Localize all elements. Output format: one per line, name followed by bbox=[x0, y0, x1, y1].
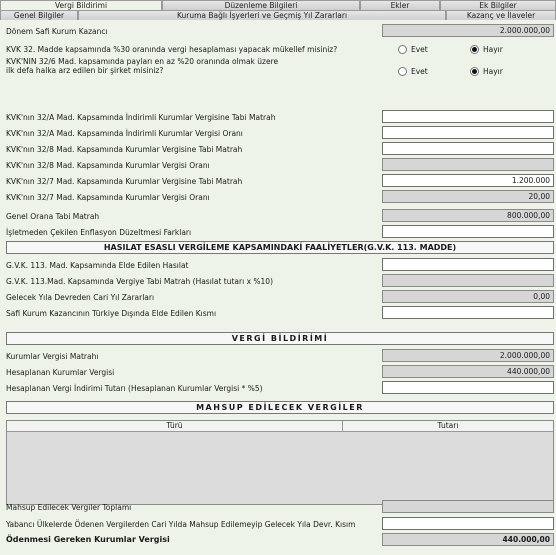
label-32-7-matrah: KVK'nın 32/7 Mad. Kapsamında Kurumlar Vergisine Tabi Matrah bbox=[6, 177, 243, 186]
radio-label-evet: Evet bbox=[411, 67, 428, 76]
row-32-8-matrah bbox=[0, 142, 556, 156]
radio-circle-icon bbox=[398, 45, 407, 54]
field-kv-matrahi: 2.000.000,00 bbox=[382, 349, 554, 362]
input-enflasyon[interactable] bbox=[382, 225, 554, 238]
row-32a-matrah bbox=[0, 110, 556, 124]
input-32-7-matrah[interactable]: 1.200.000 bbox=[382, 174, 554, 187]
row-genel-orana-tabi bbox=[0, 209, 556, 223]
input-vergi-indirimi[interactable] bbox=[382, 381, 554, 394]
label-32a-oran: KVK'nın 32/A Mad. Kapsamında İndirimli Kurumlar Vergisi Oranı bbox=[6, 129, 243, 138]
label-32-7-oran: KVK'nın 32/7 Mad. Kapsamında Kurumlar Vergisi Oranı bbox=[6, 193, 210, 202]
radio-label-hayir: Hayır bbox=[483, 45, 503, 54]
field-113-matrah bbox=[382, 274, 554, 287]
row-kv-matrahi bbox=[0, 349, 556, 363]
tab-kazanc-ve-ilaveler[interactable]: Kazanç ve İlaveler bbox=[446, 10, 556, 20]
label-question-32: KVK 32. Madde kapsamında %30 oranında vergi hesaplaması yapacak mükellef misiniz? bbox=[6, 45, 338, 54]
column-header-turu[interactable]: Türü bbox=[7, 421, 343, 432]
row-turkiye-disi bbox=[0, 306, 556, 320]
tab-ek-bilgiler[interactable]: Ek Bilgiler bbox=[440, 0, 556, 10]
label-enflasyon: İşletmeden Çekilen Enflasyon Düzeltmesi Farkları bbox=[6, 228, 192, 237]
label-mahsup-toplam: Mahsup Edilecek Vergiler Toplamı bbox=[6, 503, 132, 512]
label-turkiye-disi: Safi Kurum Kazancının Türkiye Dışında Elde Edilen Kısmı bbox=[6, 309, 217, 318]
row-yabanci-ulke bbox=[0, 517, 556, 531]
field-donem-safi: 2.000.000,00 bbox=[382, 24, 554, 37]
row-odenmesi-gereken bbox=[0, 533, 556, 547]
field-devreden-zarar: 0,00 bbox=[382, 290, 554, 303]
row-32a-oran bbox=[0, 126, 556, 140]
field-mahsup-toplam bbox=[382, 500, 554, 513]
radio-selected-icon bbox=[470, 67, 479, 76]
label-genel-orana-tabi: Genel Orana Tabi Matrah bbox=[6, 212, 100, 221]
row-hesaplanan-kv bbox=[0, 365, 556, 379]
row-32-7-oran bbox=[0, 190, 556, 204]
label-113-hasilat: G.V.K. 113. Mad. Kapsamında Elde Edilen Hasılat bbox=[6, 261, 189, 270]
tab-ekler[interactable]: Ekler bbox=[360, 0, 440, 10]
field-odenmesi-gereken: 440.000,00 bbox=[382, 533, 554, 546]
label-hesaplanan-kv: Hesaplanan Kurumlar Vergisi bbox=[6, 368, 115, 377]
tab-genel-bilgiler[interactable]: Genel Bilgiler bbox=[0, 10, 78, 20]
label-vergi-indirimi: Hesaplanan Vergi İndirimi Tutarı (Hesaplanan Kurumlar Vergisi * %5) bbox=[6, 384, 263, 393]
row-devreden-zarar bbox=[0, 290, 556, 304]
field-32-7-oran: 20,00 bbox=[382, 190, 554, 203]
column-header-tutari[interactable]: Tutarı bbox=[437, 421, 459, 430]
radio-q1-evet[interactable] bbox=[398, 45, 428, 54]
row-32-7-matrah bbox=[0, 174, 556, 188]
tab-duzenleme-bilgileri[interactable]: Düzenleme Bilgileri bbox=[162, 0, 360, 10]
row-question-32 bbox=[0, 42, 556, 56]
tab-vergi-bildirimi[interactable]: Vergi Bildirimi bbox=[0, 0, 162, 10]
radio-circle-icon bbox=[398, 67, 407, 76]
row-question-32-6 bbox=[0, 57, 556, 79]
row-donem-safi bbox=[0, 24, 556, 38]
label-donem-safi: Dönem Safi Kurum Kazancı bbox=[6, 27, 108, 36]
section-header-mahsup: MAHSUP EDİLECEK VERGİLER bbox=[6, 401, 554, 414]
row-113-hasilat bbox=[0, 258, 556, 272]
radio-q2-hayir[interactable] bbox=[470, 67, 503, 76]
label-devreden-zarar: Gelecek Yıla Devreden Cari Yıl Zararları bbox=[6, 293, 155, 302]
section-header-vergi-bildirimi: VERGİ BİLDİRİMİ bbox=[6, 332, 554, 345]
field-hesaplanan-kv: 440.000,00 bbox=[382, 365, 554, 378]
input-32a-oran[interactable] bbox=[382, 126, 554, 139]
section-header-hasilat: HASILAT ESASLI VERGİLEME KAPSAMINDAKİ FAALİYETLER(G.V.K. 113. MADDE) bbox=[6, 241, 554, 254]
label-odenmesi-gereken: Ödenmesi Gereken Kurumlar Vergisi bbox=[6, 535, 170, 544]
tab-kuruma-bagli-isyerleri[interactable]: Kuruma Bağlı İşyerleri ve Geçmiş Yıl Zararları bbox=[78, 10, 446, 20]
label-32-8-oran: KVK'nın 32/8 Mad. Kapsamında Kurumlar Vergisi Oranı bbox=[6, 161, 210, 170]
row-vergi-indirimi bbox=[0, 381, 556, 395]
label-kv-matrahi: Kurumlar Vergisi Matrahı bbox=[6, 352, 99, 361]
row-32-8-oran bbox=[0, 158, 556, 172]
input-turkiye-disi[interactable] bbox=[382, 306, 554, 319]
label-32-8-matrah: KVK'nın 32/8 Mad. Kapsamında Kurumlar Vergisine Tabi Matrah bbox=[6, 145, 243, 154]
label-113-matrah: G.V.K. 113.Mad. Kapsamında Vergiye Tabi Matrah (Hasılat tutarı x %10) bbox=[6, 277, 273, 286]
row-enflasyon bbox=[0, 225, 556, 239]
radio-q1-hayir[interactable] bbox=[470, 45, 503, 54]
label-32a-matrah: KVK'nın 32/A Mad. Kapsamında İndirimli Kurumlar Vergisine Tabi Matrah bbox=[6, 113, 276, 122]
input-32a-matrah[interactable] bbox=[382, 110, 554, 123]
field-32-8-oran bbox=[382, 158, 554, 171]
radio-selected-icon bbox=[470, 45, 479, 54]
field-genel-orana-tabi: 800.000,00 bbox=[382, 209, 554, 222]
mahsup-table[interactable] bbox=[6, 420, 554, 505]
input-yabanci-ulke[interactable] bbox=[382, 517, 554, 530]
label-question-32-6-line2: ilk defa halka arz edilen bir şirket misiniz? bbox=[6, 66, 164, 75]
label-yabanci-ulke: Yabancı Ülkelerde Ödenen Vergilerden Cari Yılda Mahsup Edilemeyip Gelecek Yıla Devr. Kısım bbox=[6, 520, 356, 529]
radio-q2-evet[interactable] bbox=[398, 67, 428, 76]
input-113-hasilat[interactable] bbox=[382, 258, 554, 271]
row-mahsup-toplam bbox=[0, 500, 556, 514]
input-32-8-matrah[interactable] bbox=[382, 142, 554, 155]
radio-label-evet: Evet bbox=[411, 45, 428, 54]
tab-bar bbox=[0, 0, 556, 20]
row-113-matrah bbox=[0, 274, 556, 288]
mahsup-table-header bbox=[7, 421, 553, 432]
radio-label-hayir: Hayır bbox=[483, 67, 503, 76]
label-question-32-6-line1: KVK'NIN 32/6 Mad. kapsamında payları en az %20 oranında olmak üzere bbox=[6, 57, 279, 66]
